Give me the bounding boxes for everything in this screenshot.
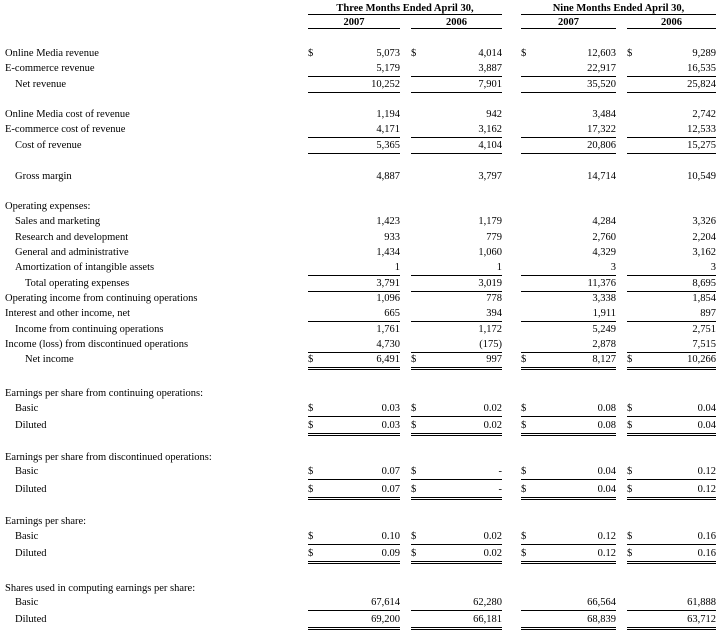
value-cell: $ 0.09 (308, 547, 400, 564)
table-row (0, 47, 721, 61)
table-row (0, 547, 721, 561)
value-cell: $ 0.03 (308, 419, 400, 436)
value-cell: $ 0.16 (627, 530, 716, 545)
row-label: Cost of revenue (15, 140, 82, 151)
value-cell: 779 (486, 232, 502, 243)
value-cell: $ 0.04 (627, 419, 716, 436)
value-cell: 35,520 (521, 78, 616, 93)
value-cell: $ 12,603 (521, 48, 616, 59)
value-cell: 1,854 (692, 293, 716, 304)
value-cell: 3,162 (411, 123, 502, 138)
row-label: General and administrative (15, 247, 129, 258)
value-cell: 4,284 (592, 216, 616, 227)
value-cell: $ 10,266 (627, 353, 716, 370)
value-cell: $ 0.10 (308, 530, 400, 545)
value-cell: $ 0.12 (521, 530, 616, 545)
table-row (0, 108, 721, 122)
row-label: Net revenue (15, 79, 67, 90)
value-cell: 7,515 (627, 338, 716, 353)
table-row (0, 323, 721, 337)
value-cell: 10,549 (687, 171, 716, 182)
row-label: Online Media cost of revenue (5, 109, 130, 120)
value-cell: 1 (411, 261, 502, 276)
section-heading: Earnings per share: (5, 516, 87, 527)
table-row (0, 402, 721, 416)
table-row (0, 596, 721, 610)
table-row (0, 139, 721, 153)
row-label: E-commerce cost of revenue (5, 124, 126, 135)
value-cell: $ - (411, 483, 502, 500)
row-label: Operating income from continuing operations (5, 293, 198, 304)
value-cell: $ 0.16 (627, 547, 716, 564)
value-cell: 14,714 (587, 171, 616, 182)
value-cell: 4,329 (592, 247, 616, 258)
value-cell: 8,695 (627, 277, 716, 292)
header-year: 2007 (308, 17, 400, 29)
table-row (0, 170, 721, 184)
value-cell: $ 0.02 (411, 530, 502, 545)
value-cell: 1,194 (376, 109, 400, 120)
row-label: Total operating expenses (25, 278, 130, 289)
table-row (0, 231, 721, 245)
value-cell: $ 0.12 (627, 483, 716, 500)
row-label: Gross margin (15, 171, 72, 182)
section-heading: Earnings per share from discontinued operations: (5, 452, 212, 463)
header-year: 2007 (521, 17, 616, 29)
value-cell: 3,791 (308, 277, 400, 292)
row-label: Net income (25, 354, 74, 365)
table-row (0, 613, 721, 627)
value-cell: 3,162 (692, 247, 716, 258)
value-cell: $ 0.02 (411, 547, 502, 564)
section-heading-row (0, 515, 721, 529)
value-cell: 1,434 (376, 247, 400, 258)
value-cell: 17,322 (521, 123, 616, 138)
header-year: 2006 (627, 17, 716, 29)
row-label: Diluted (15, 484, 47, 495)
row-label: Income (loss) from discontinued operations (5, 339, 189, 350)
value-cell: $ 0.12 (627, 465, 716, 480)
row-label: E-commerce revenue (5, 63, 95, 74)
table-row (0, 62, 721, 76)
value-cell: 22,917 (521, 62, 616, 77)
table-row (0, 353, 721, 367)
row-label: Sales and marketing (15, 216, 101, 227)
header-year: 2006 (411, 17, 502, 29)
value-cell: 2,751 (692, 324, 716, 335)
value-cell: 61,888 (627, 596, 716, 611)
value-cell: $ 0.07 (308, 465, 400, 480)
value-cell: 1,911 (521, 307, 616, 322)
value-cell: $ 0.02 (411, 402, 502, 417)
row-label: Diluted (15, 548, 47, 559)
value-cell: 1 (308, 261, 400, 276)
value-cell: $ 0.03 (308, 402, 400, 417)
table-row (0, 419, 721, 433)
value-cell: 3,338 (592, 293, 616, 304)
table-row (0, 78, 721, 92)
section-heading-row (0, 200, 721, 214)
table-row (0, 307, 721, 321)
table-row (0, 292, 721, 306)
value-cell: 5,365 (308, 139, 400, 154)
row-label: Research and development (15, 232, 129, 243)
value-cell: 2,878 (521, 338, 616, 353)
value-cell: 1,179 (478, 216, 502, 227)
value-cell: 7,901 (411, 78, 502, 93)
row-label: Amortization of intangible assets (15, 262, 155, 273)
table-row (0, 277, 721, 291)
table-row (0, 483, 721, 497)
value-cell: 3 (521, 261, 616, 276)
value-cell: 942 (486, 109, 502, 120)
section-heading: Earnings per share from continuing operations: (5, 388, 203, 399)
table-row (0, 123, 721, 137)
value-cell: 10,252 (308, 78, 400, 93)
value-cell: 63,712 (627, 613, 716, 630)
value-cell: 62,280 (411, 596, 502, 611)
value-cell: 66,564 (521, 596, 616, 611)
value-cell: 67,614 (308, 596, 400, 611)
row-label: Diluted (15, 614, 47, 625)
value-cell: 66,181 (411, 613, 502, 630)
row-label: Basic (15, 466, 39, 477)
value-cell: $ 0.08 (521, 402, 616, 417)
row-label: Interest and other income, net (5, 308, 131, 319)
value-cell: 665 (308, 307, 400, 322)
value-cell: 5,179 (308, 62, 400, 77)
value-cell: $ 0.04 (627, 402, 716, 417)
value-cell: 25,824 (627, 78, 716, 93)
value-cell: 12,533 (627, 123, 716, 138)
table-row (0, 246, 721, 260)
value-cell: $ 0.08 (521, 419, 616, 436)
table-row (0, 530, 721, 544)
section-heading-row (0, 387, 721, 401)
table-row (0, 215, 721, 229)
value-cell: 1,423 (376, 216, 400, 227)
value-cell: $ 9,289 (627, 48, 716, 59)
value-cell: 11,376 (521, 277, 616, 292)
row-label: Diluted (15, 420, 47, 431)
row-label: Basic (15, 597, 39, 608)
value-cell: 897 (627, 307, 716, 322)
value-cell: 1,096 (376, 293, 400, 304)
value-cell: 2,204 (692, 232, 716, 243)
header-nine-months: Nine Months Ended April 30, (521, 3, 716, 15)
value-cell: 4,104 (411, 139, 502, 154)
section-heading: Shares used in computing earnings per share: (5, 583, 196, 594)
value-cell: $ 0.04 (521, 483, 616, 500)
value-cell: 1,761 (376, 324, 400, 335)
value-cell: $ 8,127 (521, 353, 616, 370)
value-cell: $ 0.12 (521, 547, 616, 564)
value-cell: 3,797 (478, 171, 502, 182)
value-cell: 3,019 (411, 277, 502, 292)
value-cell: 15,275 (627, 139, 716, 154)
value-cell: 394 (411, 307, 502, 322)
value-cell: 3,484 (592, 109, 616, 120)
row-label: Online Media revenue (5, 48, 99, 59)
value-cell: 16,535 (627, 62, 716, 77)
value-cell: $ 4,014 (411, 48, 502, 59)
value-cell: $ - (411, 465, 502, 480)
value-cell: 69,200 (308, 613, 400, 630)
section-heading: Operating expenses: (5, 201, 91, 212)
value-cell: $ 5,073 (308, 48, 400, 59)
value-cell: 3,887 (411, 62, 502, 77)
value-cell: 933 (384, 232, 400, 243)
value-cell: 2,742 (692, 109, 716, 120)
table-row (0, 261, 721, 275)
value-cell: $ 0.04 (521, 465, 616, 480)
value-cell: 20,806 (521, 139, 616, 154)
value-cell: $ 6,491 (308, 353, 400, 370)
row-label: Income from continuing operations (15, 324, 164, 335)
header-three-months: Three Months Ended April 30, (308, 3, 502, 15)
value-cell: 68,839 (521, 613, 616, 630)
value-cell: 3 (627, 261, 716, 276)
value-cell: $ 0.07 (308, 483, 400, 500)
value-cell: $ 0.02 (411, 419, 502, 436)
table-row (0, 465, 721, 479)
row-label: Basic (15, 531, 39, 542)
value-cell: 778 (486, 293, 502, 304)
value-cell: 3,326 (692, 216, 716, 227)
value-cell: $ 997 (411, 353, 502, 370)
value-cell: 4,887 (376, 171, 400, 182)
row-label: Basic (15, 403, 39, 414)
value-cell: 4,171 (308, 123, 400, 138)
section-heading-row (0, 582, 721, 596)
value-cell: 4,730 (308, 338, 400, 353)
value-cell: 1,172 (478, 324, 502, 335)
value-cell: 2,760 (592, 232, 616, 243)
value-cell: 1,060 (478, 247, 502, 258)
value-cell: (175) (411, 338, 502, 353)
value-cell: 5,249 (592, 324, 616, 335)
table-row (0, 338, 721, 352)
section-heading-row (0, 451, 721, 465)
